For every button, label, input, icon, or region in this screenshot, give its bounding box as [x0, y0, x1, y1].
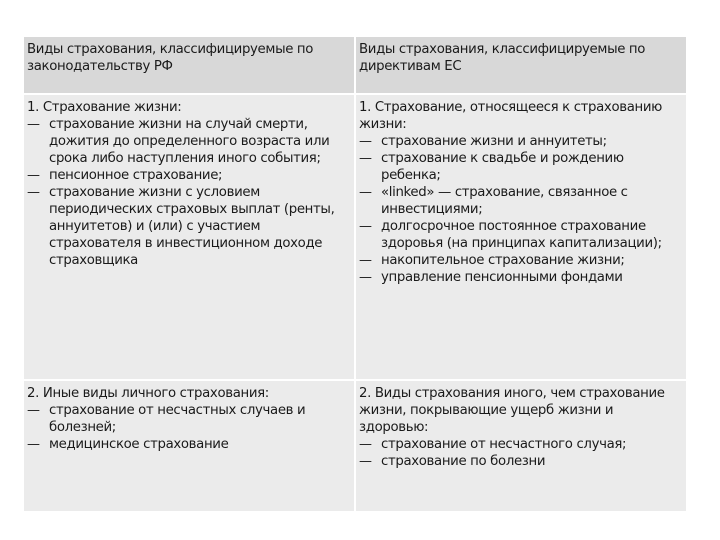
- list-item: — страхование от несчастных случаев и болезней;: [27, 402, 350, 436]
- list-item: — страхование жизни на случай смерти, дожития до определенного возраста или срока либо наступления иного события;: [27, 116, 350, 167]
- list-item: — страхование жизни с условием периодических страховых выплат (ренты, аннуитетов) и (или) с участием страхователя в инвестиционном доходе страховщика: [27, 184, 350, 269]
- list-item: — долгосрочное постоянное страхование здоровья (на принципах капитализации);: [359, 218, 682, 252]
- bullet-list: [27, 402, 350, 453]
- section-title: 2. Виды страхования иного, чем страхование жизни, покрывающие ущерб жизни и здоровью:: [359, 386, 665, 435]
- section-title: 1. Страхование, относящееся к страхованию жизни:: [359, 100, 663, 132]
- cell-rf-life: [24, 95, 354, 379]
- header-cell-eu: [356, 37, 686, 93]
- header-text-eu: Виды страхования, классифицируемые по директивам ЕС: [359, 42, 646, 74]
- list-item: — страхование к свадьбе и рождению ребенка;: [359, 150, 682, 184]
- cell-eu-other: [356, 381, 686, 511]
- cell-eu-life: [356, 95, 686, 379]
- list-item: — страхование по болезни: [359, 453, 682, 470]
- cell-rf-other: [24, 381, 354, 511]
- list-item: — пенсионное страхование;: [27, 167, 350, 184]
- section-title: 2. Иные виды личного страхования:: [27, 386, 269, 401]
- header-text-rf: Виды страхования, классифицируемые по законодательству РФ: [27, 42, 314, 74]
- list-item: — страхование жизни и аннуитеты;: [359, 133, 682, 150]
- list-item: — медицинское страхование: [27, 436, 350, 453]
- bullet-list: [359, 133, 682, 286]
- comparison-table: [24, 37, 684, 507]
- list-item: — управление пенсионными фондами: [359, 269, 682, 286]
- list-item: — «linked» — страхование, связанное с инвестициями;: [359, 184, 682, 218]
- header-cell-rf: [24, 37, 354, 93]
- list-item: — страхование от несчастного случая;: [359, 436, 682, 453]
- section-title: 1. Страхование жизни:: [27, 100, 182, 115]
- bullet-list: [359, 436, 682, 470]
- bullet-list: [27, 116, 350, 269]
- list-item: — накопительное страхование жизни;: [359, 252, 682, 269]
